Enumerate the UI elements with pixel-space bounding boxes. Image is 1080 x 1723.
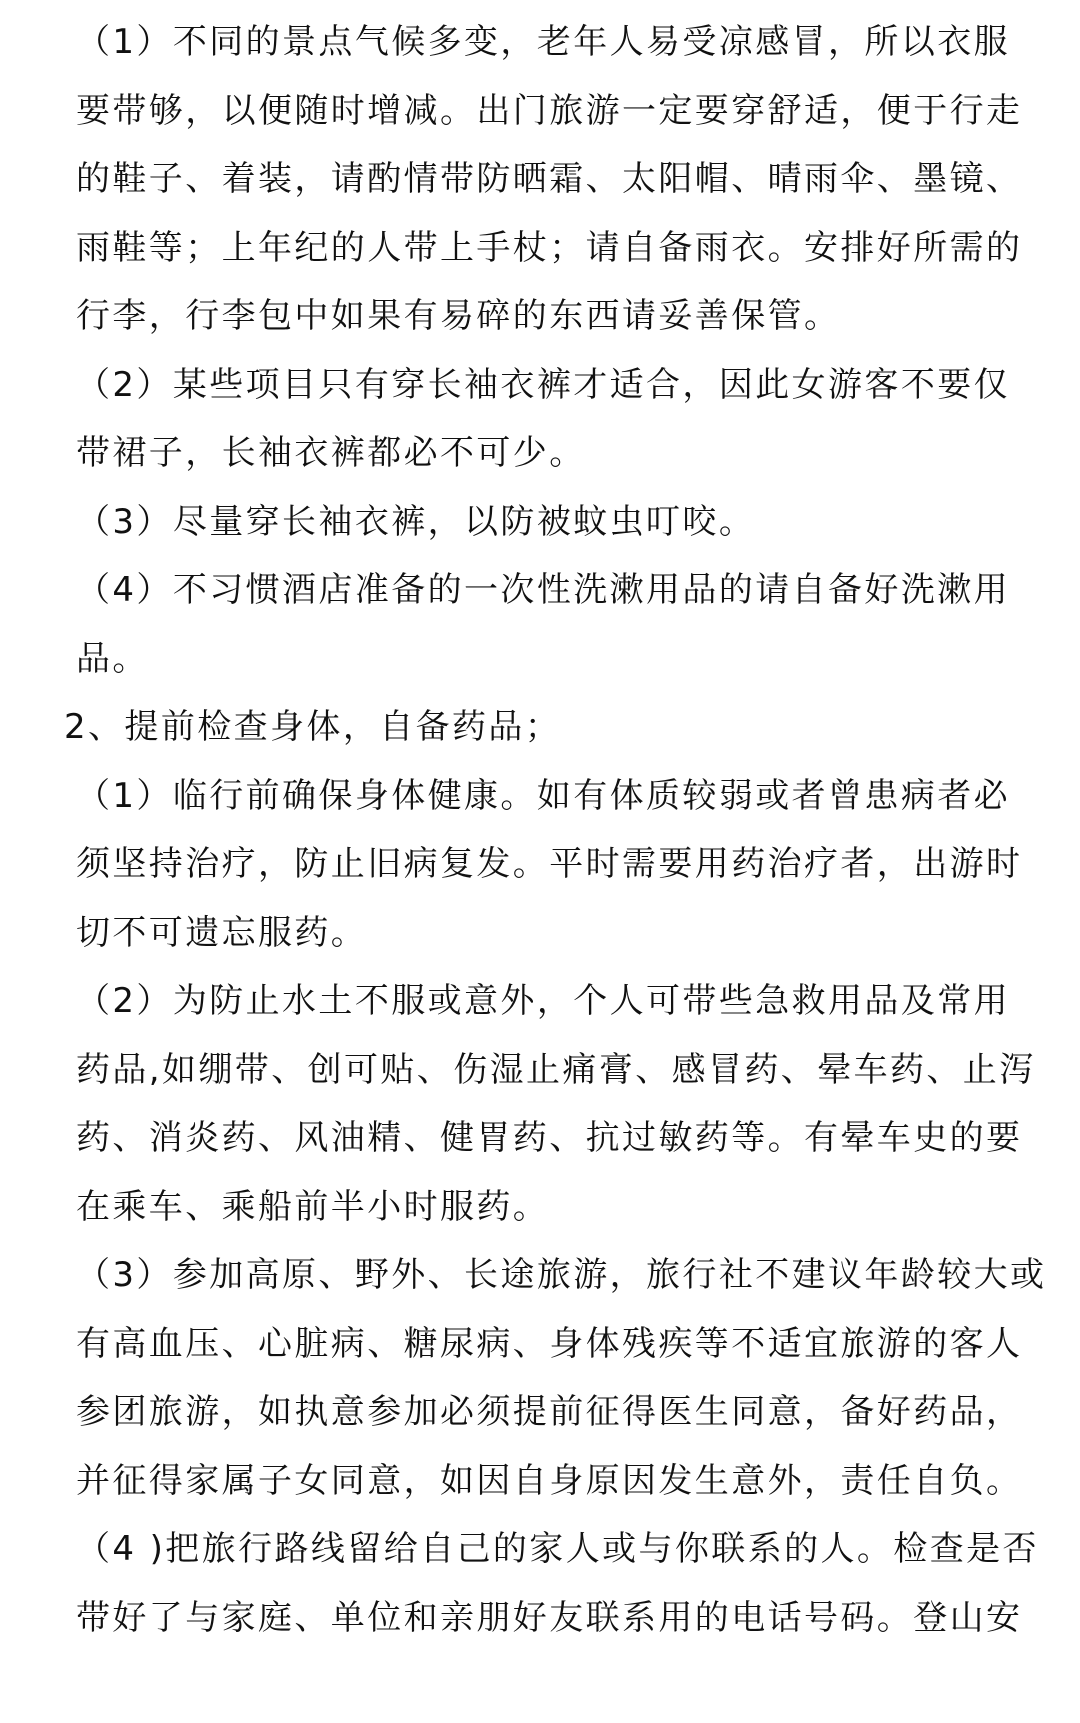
text-line: 雨鞋等；上年纪的人带上手杖；请自备雨衣。安排好所需的 [76, 227, 1023, 268]
text-line: （1）不同的景点气候多变，老年人易受凉感冒，所以衣服 [76, 22, 1011, 62]
text-line: （2）为防止水土不服或意外，个人可带些急救用品及常用 [76, 981, 1011, 1021]
paragraph-health-3 [64, 1241, 1047, 1515]
text-line: 切不可遗忘服药。 [76, 912, 368, 953]
text-line: 须坚持治疗，防止旧病复发。平时需要用药治疗者，出游时 [76, 844, 1023, 884]
paragraph-clothing-4 [64, 556, 1016, 693]
text-line: 有高血压、心脏病、糖尿病、身体残疾等不适宜旅游的客人 [76, 1323, 1023, 1364]
text-line: （3）尽量穿长袖衣裤，以防被蚊虫叮咬。 [76, 501, 756, 542]
paragraph-health-1 [64, 762, 1023, 968]
paragraph-clothing-1 [64, 8, 1023, 351]
text-line: （3）参加高原、野外、长途旅游，旅行社不建议年龄较大或 [76, 1255, 1047, 1295]
text-line: 药品,如绷带、创可贴、伤湿止痛膏、感冒药、晕车药、止泻 [76, 1049, 1036, 1090]
text-line: 带好了与家庭、单位和亲朋好友联系用的电话号码。登山安 [76, 1597, 1023, 1638]
text-line: 并征得家属子女同意，如因自身原因发生意外，责任自负。 [76, 1460, 1023, 1501]
paragraph-health-4 [64, 1515, 1039, 1652]
text-line: 参团旅游，如执意参加必须提前征得医生同意，备好药品， [76, 1392, 1023, 1432]
document-body [64, 8, 1047, 1652]
text-line: （2）某些项目只有穿长袖衣裤才适合，因此女游客不要仅 [76, 364, 1011, 405]
text-line: 要带够，以便随时增减。出门旅游一定要穿舒适，便于行走 [76, 90, 1023, 131]
text-line: 行李，行李包中如果有易碎的东西请妥善保管。 [76, 296, 841, 336]
section-heading-health [64, 693, 1016, 762]
text-line: （4 )把旅行路线留给自己的家人或与你联系的人。检查是否 [76, 1529, 1039, 1569]
paragraph-clothing-2 [64, 351, 1016, 488]
text-line: 带裙子，长袖衣裤都必不可少。 [76, 433, 586, 473]
paragraph-clothing-3 [64, 488, 1016, 557]
text-line: （1）临行前确保身体健康。如有体质较弱或者曾患病者必 [76, 775, 1011, 816]
paragraph-health-2 [64, 967, 1036, 1241]
text-line: 品。 [76, 638, 149, 679]
text-line: （4）不习惯酒店准备的一次性洗漱用品的请自备好洗漱用 [76, 570, 1011, 610]
text-line: 的鞋子、着装，请酌情带防晒霜、太阳帽、晴雨伞、墨镜、 [76, 159, 1023, 199]
section-heading: 2、提前检查身体，自备药品； [64, 707, 562, 747]
text-line: 药、消炎药、风油精、健胃药、抗过敏药等。有晕车史的要 [76, 1118, 1023, 1158]
text-line: 在乘车、乘船前半小时服药。 [76, 1186, 550, 1227]
